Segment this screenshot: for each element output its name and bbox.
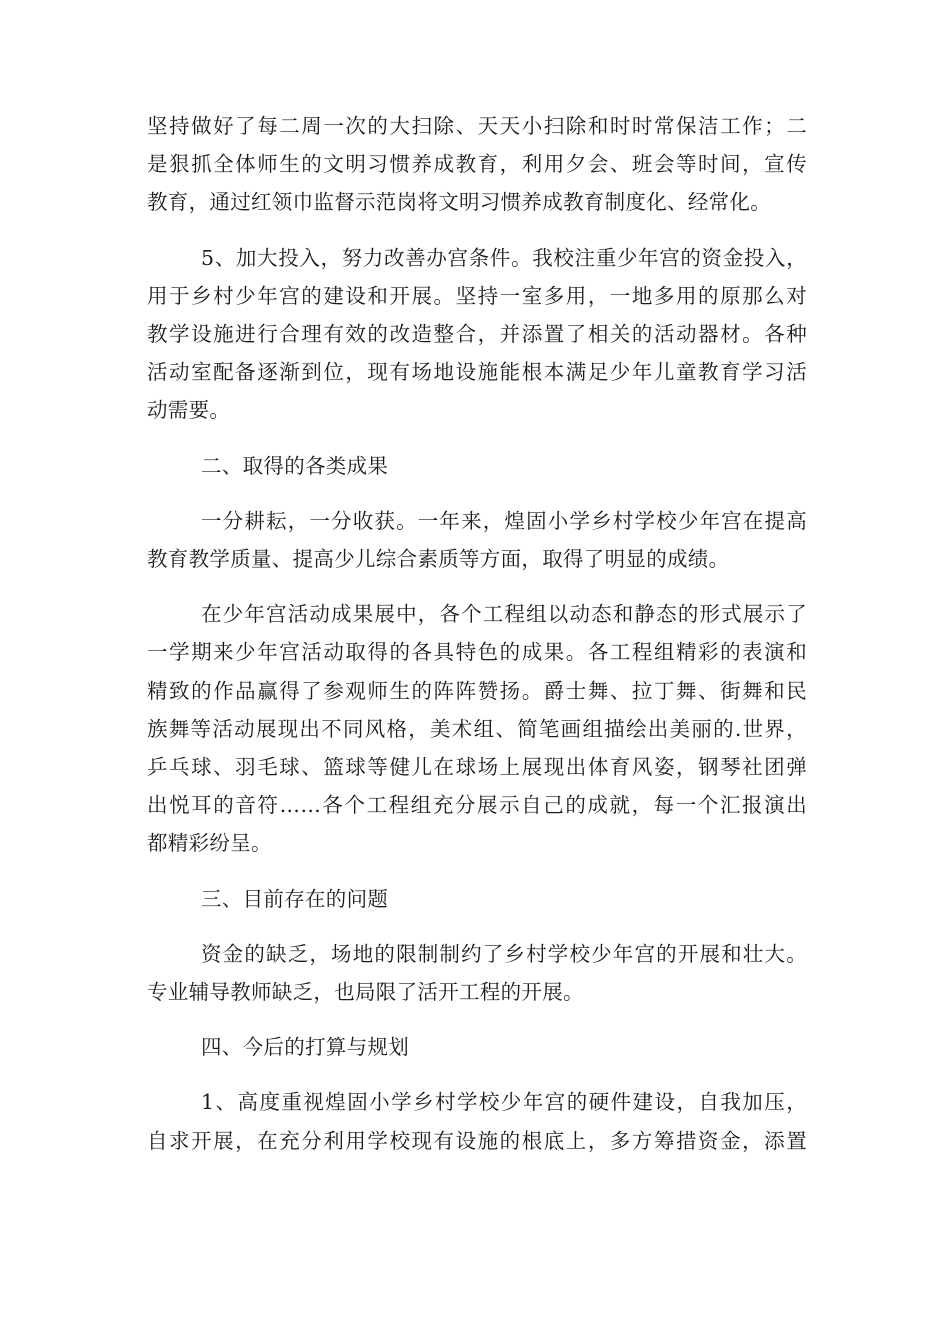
paragraph-investment [147, 239, 807, 430]
text-line: 教育教学质量、提高少儿综合素质等方面，取得了明显的成绩。 [147, 547, 730, 572]
text-line: 乒乓球、羽毛球、篮球等健儿在球场上展现出体育风姿，钢琴社团弹 [147, 755, 807, 780]
heading-text: 二、取得的各类成果 [201, 453, 389, 478]
section-heading-achievements [147, 447, 807, 485]
heading-text: 三、目前存在的问题 [201, 886, 389, 911]
text-line: 动需要。 [147, 398, 231, 423]
text-line: 精致的作品赢得了参观师生的阵阵赞扬。爵士舞、拉丁舞、街舞和民 [147, 678, 807, 703]
text-line: 出悦耳的音符……各个工程组充分展示自己的成就，每一个汇报演出 [147, 793, 807, 818]
text-line: 坚持做好了每二周一次的大扫除、天天小扫除和时时常保洁工作；二 [147, 114, 807, 138]
text-line: 是狠抓全体师生的文明习惯养成教育，利用夕会、班会等时间，宣传 [147, 152, 807, 177]
text-line: 专业辅导教师缺乏，也局限了活开工程的开展。 [147, 980, 584, 1005]
text-line: 一分耕耘，一分收获。一年来，煌固小学乡村学校少年宫在提高 [201, 508, 807, 533]
paragraph-harvest [147, 502, 807, 578]
text-line: 1、高度重视煌固小学乡村学校少年宫的硬件建设，自我加压， [201, 1090, 807, 1115]
text-line: 5、加大投入，努力改善办宫条件。我校注重少年宫的资金投入， [201, 245, 807, 270]
heading-text: 四、今后的打算与规划 [201, 1035, 409, 1060]
text-line: 都精彩纷呈。 [147, 831, 272, 856]
text-line: 教育，通过红领巾监督示范岗将文明习惯养成教育制度化、经常化。 [147, 190, 771, 215]
section-heading-problems [147, 880, 807, 918]
paragraph-funding-shortage [147, 935, 807, 1011]
section-heading-future-plans [147, 1028, 807, 1066]
paragraph-exhibition [147, 595, 807, 862]
text-line: 族舞等活动展现出不同风格，美术组、简笔画组描绘出美丽的.世界， [147, 716, 807, 741]
document-page [147, 107, 807, 1177]
text-line: 教学设施进行合理有效的改造整合，并添置了相关的活动器材。各种 [147, 322, 807, 347]
text-line: 自求开展，在充分利用学校现有设施的根底上，多方筹措资金，添置 [147, 1128, 807, 1153]
text-line: 一学期来少年宫活动取得的各具特色的成果。各工程组精彩的表演和 [147, 640, 807, 665]
paragraph-cleaning-habits [147, 107, 807, 222]
text-line: 在少年宫活动成果展中，各个工程组以动态和静态的形式展示了 [201, 602, 807, 627]
text-line: 活动室配备逐渐到位，现有场地设施能根本满足少年儿童教育学习活 [147, 360, 807, 385]
text-line: 用于乡村少年宫的建设和开展。坚持一室多用，一地多用的原那么对 [147, 283, 807, 308]
paragraph-hardware-construction [147, 1083, 807, 1159]
text-line: 资金的缺乏，场地的限制制约了乡村学校少年宫的开展和壮大。 [201, 941, 807, 966]
